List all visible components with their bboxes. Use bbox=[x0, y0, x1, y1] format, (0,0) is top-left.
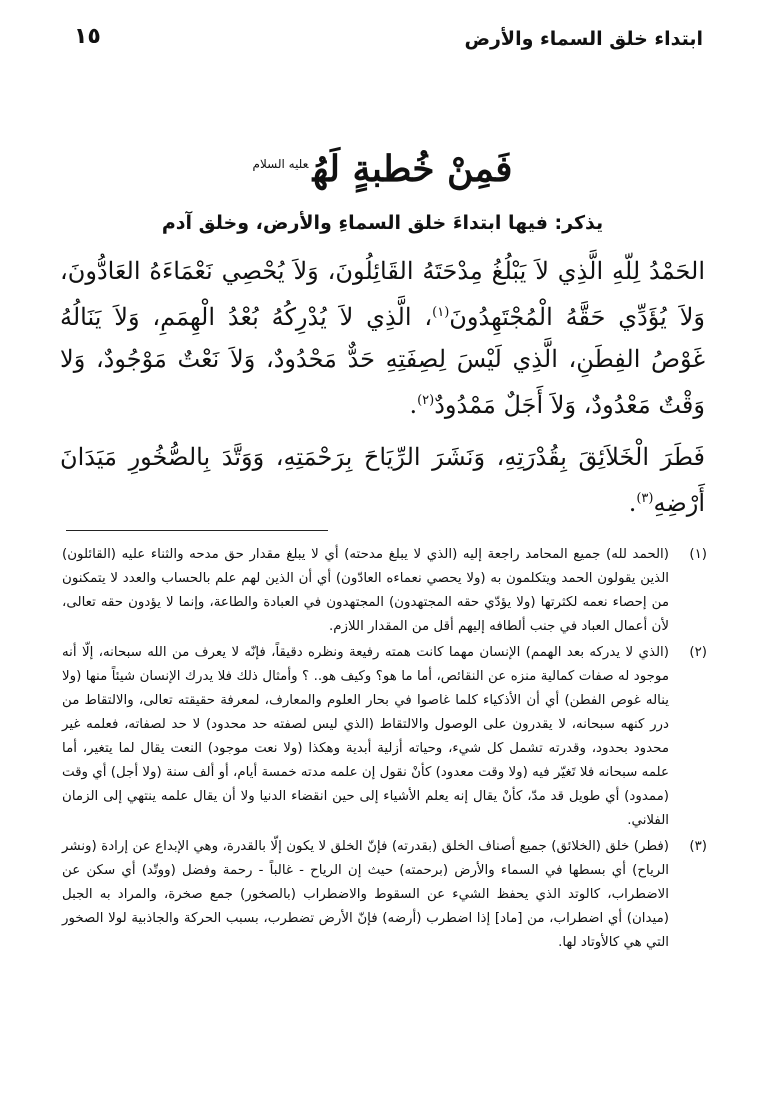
footnote-number: (٢) bbox=[689, 645, 707, 660]
footnote bbox=[62, 543, 707, 639]
honorific-mark: عليه السلام bbox=[252, 157, 309, 171]
sermon-text: . bbox=[409, 391, 418, 419]
footnote bbox=[62, 835, 707, 955]
footnote-number: (٣) bbox=[689, 839, 707, 854]
sermon-text: ، الَّذِي لاَ يُدْرِكُهُ بُعْدُ الْهِمَمِ، وَلاَ يَنَالُهُ غَوْصُ الفِطَنِ، الَّذِي لَيْسَ لِصِفَتِهِ حَدٌّ مَحْدُودٌ، وَلاَ نَعْتٌ مَوْجُودٌ، وَلا وَقْتٌ مَعْدُودٌ، وَلاَ أَجَلٌ مَمْدُودٌ bbox=[60, 303, 705, 419]
footnote-text: (الحمد لله) جميع المحامد راجعة إليه (الذي لا يبلغ مدحته) أي لا يبلغ مقدار حق مدحه والثناء عليه (القائلون) الذين يقولون الحمد ويتكلمون به (ولا يحصي نعماءه العادّون) أي أن الذين لهم علم بالحساب والعدد لا يتمكنون من إحصاء نعمه لكثرتها (ولا يؤدّي حقه المجتهدون) المجتهدون في العبادة والطاعة، وإنما لا يؤدون حقه تعالى، لأن أعمال العباد في جنب ألطافه إليهم أقل من المقدار اللازم. bbox=[62, 547, 669, 634]
footnote-text: (فطر) خلق (الخلائق) جميع أصناف الخلق (بقدرته) فإنّ الخلق لا يكون إلّا بالقدرة، وهي الإبداع عن إرادة (ونشر الرياح) أي بسطها في السماء والأرض (برحمته) حيث إن الرياح - غالباً - رحمة وفضل (ووتّد) أي سكن عن الاضطراب، كالوتد الذي يحفظ الشيء عن السقوط والاضطراب (بالصخور) جمع صخرة، والمراد به الجبل (ميدان) أي اضطراب، من [ماد] إذا اضطرب (أرضه) فإنّ الأرض تضطرب، بسبب الحركة والجاذبية لولا الصخور التي هي كالأوتاد لها. bbox=[62, 839, 669, 950]
footnote-ref-1: (١) bbox=[432, 305, 450, 320]
sermon-title-text: فَمِنْ خُطبةٍ لَهُ bbox=[312, 148, 513, 190]
footnote-ref-2: (٢) bbox=[417, 393, 435, 408]
running-title: ابتداء خلق السماء والأرض bbox=[464, 28, 703, 50]
footnote-separator bbox=[66, 530, 328, 531]
footnotes bbox=[62, 543, 707, 957]
footnote bbox=[62, 641, 707, 833]
footnote-ref-3: (٣) bbox=[636, 491, 654, 506]
sermon-paragraph-1 bbox=[60, 250, 705, 426]
sermon-paragraph-2 bbox=[60, 436, 705, 524]
sermon-title bbox=[0, 148, 765, 190]
page-number: ١٥ bbox=[74, 24, 101, 49]
sermon-body bbox=[60, 250, 705, 534]
sermon-text: الحَمْدُ لِلّهِ الَّذِي لاَ يَبْلُغُ مِدْحَتَهُ القَائِلُونَ، وَلاَ يُحْصِي نَعْمَاءَهُ العَادُّونَ، وَلاَ يُؤَدِّي حَقَّهُ الْمُجْتَهِدُونَ bbox=[60, 257, 705, 331]
footnote-number: (١) bbox=[689, 547, 707, 562]
sermon-text: فَطَرَ الْخَلاَئِقَ بِقُدْرَتِهِ، وَنَشَرَ الرِّيَاحَ بِرَحْمَتِهِ، وَوَتَّدَ بِالصُّخُورِ مَيَدَانَ أَرْضِهِ bbox=[60, 443, 705, 517]
footnote-text: (الذي لا يدركه بعد الهمم) الإنسان مهما كانت همته رفيعة ونظره دقيقاً، فإنّه لا يعرف من الله سبحانه، إلّا أنه موجود له صفات كمالية منزه عن النقائص، أما ما هو؟ وكيف هو.. ؟ وأمثال ذلك فلا يدرك الإنسان شيئاً منها (ولا يناله غوص الفطن) أي أن الأذكياء كلما غاصوا في بحار العلوم والمعارف، لمعرفة حقيقته تعالى، والالتقاط من درر كنهه سبحانه، لا يقدرون على الوصول والالتقاط (الذي ليس لصفته حد محدود) لا حد لصفاته، فعلمه غير محدود بحدود، وقدرته تشمل كل شيء، وحياته أزلية أبدية وهكذا (ولا نعت موجود) النعت يقال لما يتغير، أما علمه سبحانه فلا تَغيّر فيه (ولا وقت معدود) كأنْ نقول إن علمه مدته خمسة أيام، أو ألف سنة (ولا أجل) أي وقت (ممدود) أي طويل قد مدّ، كأنْ يقال إنه يعلم الأشياء إلى حين انقضاء الدنيا ولا أن يقال علمه ينتهي إلى الزمان الفلاني. bbox=[62, 645, 669, 828]
sermon-text: . bbox=[628, 489, 637, 517]
sermon-subtitle: يذكر: فيها ابتداءَ خلق السماءِ والأرض، وخلق آدم bbox=[161, 212, 604, 234]
